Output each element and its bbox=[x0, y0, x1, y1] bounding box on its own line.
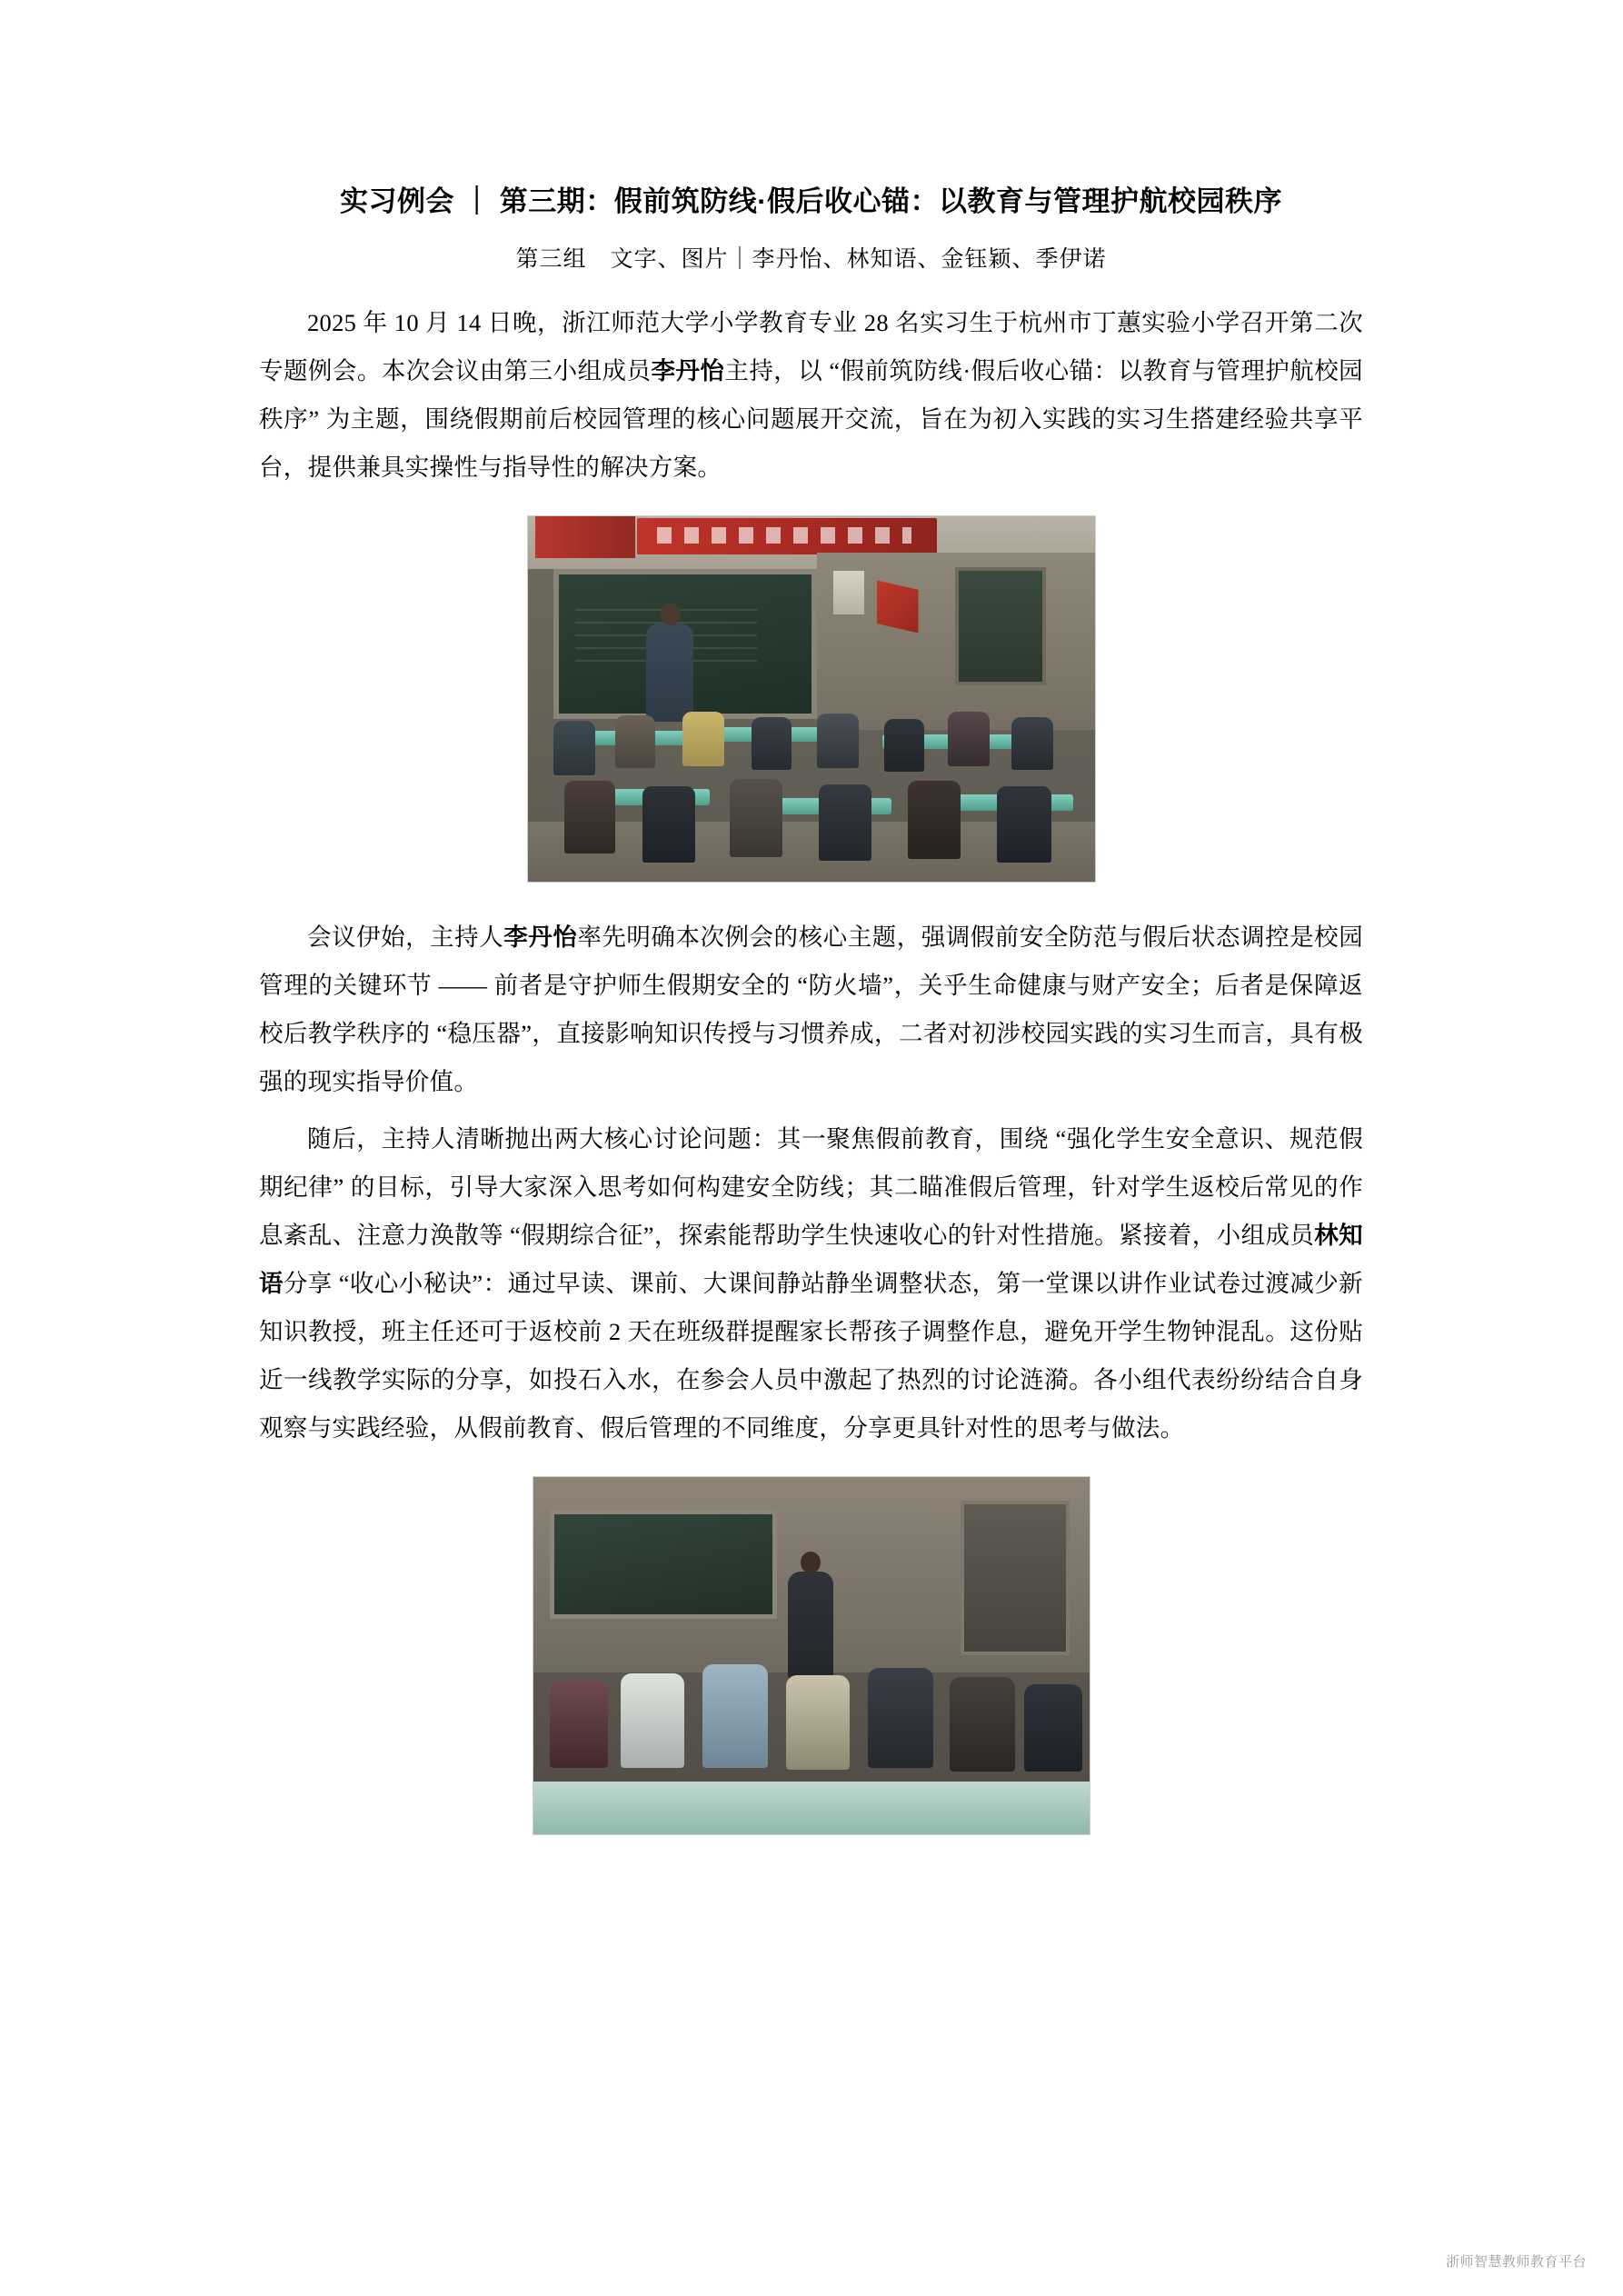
photo1-seated-students bbox=[528, 712, 1095, 882]
page-title: 实习例会 ｜ 第三期：假前筑防线·假后收心锚：以教育与管理护航校园秩序 bbox=[339, 185, 1283, 217]
paragraph-2: 会议伊始，主持人李丹怡率先明确本次例会的核心主题，强调假前安全防范与假后状态调控是校园管理的关键环节 —— 前者是守护师生假期安全的 “防火墙”，关乎生命健康与财产安全；后者是保障返校后教学秩序的 “稳压器”，直接影响知识传授与习惯养成，二者对初涉校园实践的实习生而言，具有极强的现实指导价值。 bbox=[259, 923, 1363, 1096]
photo2-front-desk bbox=[533, 1782, 1090, 1834]
photo1-poster bbox=[833, 571, 864, 614]
photo2-seated-students bbox=[533, 1659, 1090, 1795]
footer-brand: 浙师智慧教师教育平台 bbox=[1445, 2254, 1587, 2270]
photo-classroom-lecture bbox=[527, 515, 1096, 883]
byline-credits: 文字、图片｜李丹怡、林知语、金钰颖、季伊诺 bbox=[610, 247, 1107, 273]
document-content bbox=[259, 182, 1363, 1866]
photo2-door bbox=[961, 1501, 1070, 1655]
figure-1 bbox=[259, 515, 1363, 883]
photo1-window bbox=[955, 567, 1046, 685]
paragraph-3: 随后，主持人清晰抛出两大核心讨论问题：其一聚焦假前教育，围绕 “强化学生安全意识、规范假期纪律” 的目标，引导大家深入思考如何构建安全防线；其二瞄准假后管理，针对学生返校后常见的作息紊乱、注意力涣散等 “假期综合征”，探索能帮助学生快速收心的针对性措施。紧接着，小组成员林知语分享 “收心小秘诀”：通过早读、课前、大课间静站静坐调整状态，第一堂课以讲作业试卷过渡减少新知识教授，班主任还可于返校前 2 天在班级群提醒家长帮孩子调整作息，避免开学生物钟混乱。这份贴近一线教学实际的分享，如投石入水，在参会人员中激起了热烈的讨论涟漪。各小组代表纷纷结合自身观察与实践经验，从假前教育、假后管理的不同维度，分享更具针对性的思考与做法。 bbox=[259, 1125, 1363, 1442]
figure-2 bbox=[259, 1476, 1363, 1835]
byline bbox=[259, 241, 1363, 274]
photo1-banner-left bbox=[535, 516, 635, 558]
byline-group: 第三组 bbox=[515, 247, 587, 273]
paragraph-1: 2025 年 10 月 14 日晚，浙江师范大学小学教育专业 28 名实习生于杭州市丁蕙实验小学召开第二次专题例会。本次会议由第三小组成员李丹怡主持，以 “假前筑防线·假后收心锚：以教育与管理护航校园秩序” 为主题，围绕假期前后校园管理的核心问题展开交流，旨在为初入实践的实习生搭建经验共享平台，提供兼具实操性与指导性的解决方案。 bbox=[259, 309, 1363, 482]
photo1-banner bbox=[637, 518, 937, 554]
photo2-blackboard bbox=[550, 1510, 777, 1619]
photo-students-discussion bbox=[533, 1476, 1090, 1835]
photo1-speaker bbox=[646, 624, 693, 722]
